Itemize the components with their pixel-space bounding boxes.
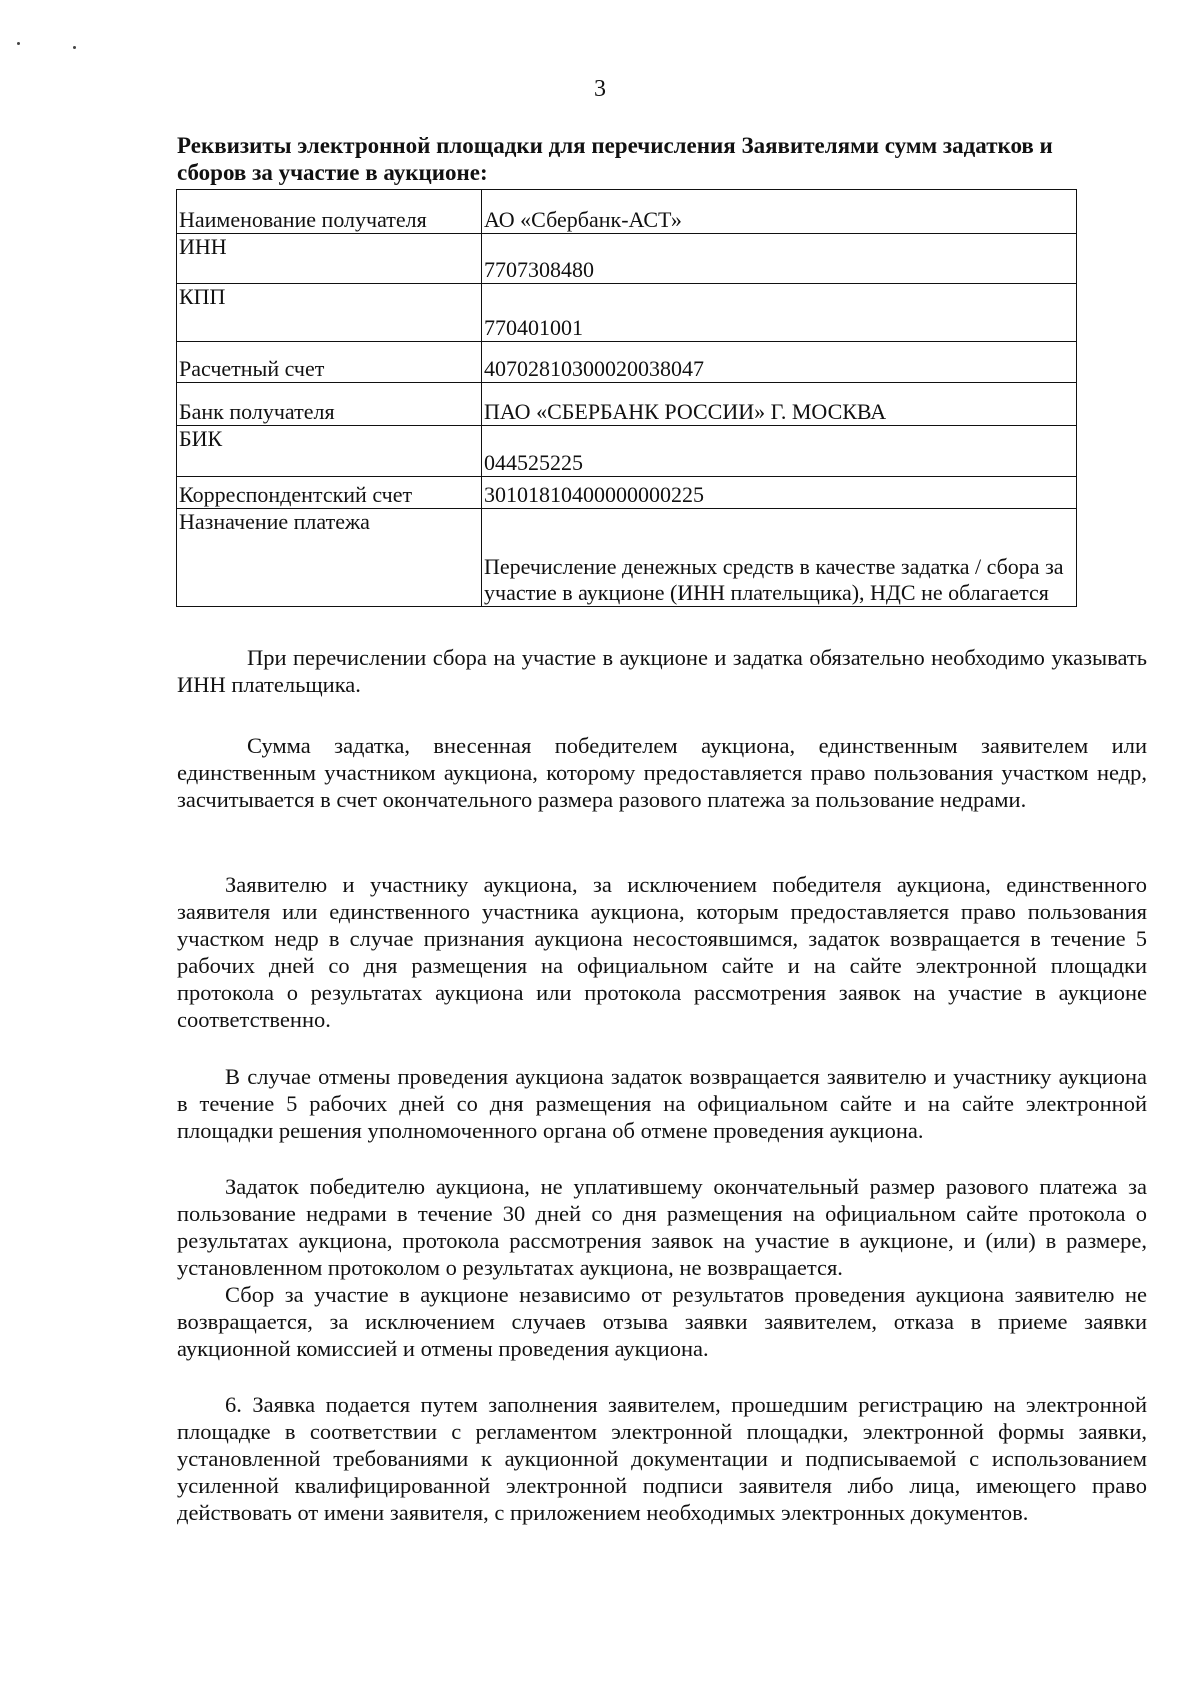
paragraph-deposit-return: Заявителю и участнику аукциона, за исключением победителя аукциона, единственного заявителя или единственного участника аукциона, которым предоставляется право пользования участком недр в случае признания аукциона несостоявшимся, задаток возвращается в течение 5 рабочих дней со дня размещения на официальном сайте и на сайте электронной площадки протокола о результатах аукциона или протокола рассмотрения заявок на участие в аукционе соответственно. bbox=[177, 872, 1147, 1032]
row-value: АО «Сбербанк-АСТ» bbox=[482, 190, 1077, 234]
table-row bbox=[177, 342, 1077, 383]
row-label: Банк получателя bbox=[177, 383, 482, 426]
table-row bbox=[177, 234, 1077, 284]
table-row bbox=[177, 477, 1077, 509]
row-label: ИНН bbox=[177, 234, 482, 284]
row-label: БИК bbox=[177, 426, 482, 477]
row-value: 770401001 bbox=[482, 284, 1077, 342]
row-value: 40702810300020038047 bbox=[482, 342, 1077, 383]
paragraph-inn-notice: При перечислении сбора на участие в аукционе и задатка обязательно необходимо указывать ИНН плательщика. bbox=[177, 645, 1147, 697]
row-value: Перечисление денежных средств в качестве задатка / сбора за участие в аукционе (ИНН плательщика), НДС не облагается bbox=[482, 509, 1077, 607]
table-row bbox=[177, 426, 1077, 477]
row-value: ПАО «СБЕРБАНК РОССИИ» Г. МОСКВА bbox=[482, 383, 1077, 426]
scan-speck bbox=[73, 46, 76, 49]
scan-speck bbox=[17, 42, 20, 45]
row-label: Корреспондентский счет bbox=[177, 477, 482, 509]
page-number: 3 bbox=[594, 76, 606, 102]
paragraph-winner-deposit: Задаток победителю аукциона, не уплатившему окончательный размер разового платежа за пользование недрами в течение 30 дней со дня размещения на официальном сайте протокола о результатах аукциона, протокола рассмотрения заявок на участие в аукционе, и (или) в размере, установленном протоколом о результатах аукциона, не возвращается. bbox=[177, 1174, 1147, 1280]
row-label: Назначение платежа bbox=[177, 509, 482, 607]
row-value: 044525225 bbox=[482, 426, 1077, 477]
table-row bbox=[177, 509, 1077, 607]
table-row bbox=[177, 383, 1077, 426]
row-label: Наименование получателя bbox=[177, 190, 482, 234]
paragraph-deposit-offset: Сумма задатка, внесенная победителем аукциона, единственным заявителем или единственным участником аукциона, которому предоставляется право пользования участком недр, засчитывается в счет окончательного размера разового платежа за пользование недрами. bbox=[177, 733, 1147, 812]
section-heading: Реквизиты электронной площадки для перечисления Заявителями сумм задатков и сборов за участие в аукционе: bbox=[177, 133, 1053, 185]
row-label: Расчетный счет bbox=[177, 342, 482, 383]
requisites-table bbox=[176, 189, 1077, 607]
table-row bbox=[177, 284, 1077, 342]
paragraph-application-submission: 6. Заявка подается путем заполнения заявителем, прошедшим регистрацию на электронной площадке в соответствии с регламентом электронной площадки, электронной формы заявки, установленной требованиями к аукционной документации и подписываемой с использованием усиленной квалифицированной электронной подписи заявителя либо лица, имеющего право действовать от имени заявителя, с приложением необходимых электронных документов. bbox=[177, 1392, 1147, 1525]
row-value: 30101810400000000225 bbox=[482, 477, 1077, 509]
row-label: КПП bbox=[177, 284, 482, 342]
table-row bbox=[177, 190, 1077, 234]
paragraph-cancellation-return: В случае отмены проведения аукциона задаток возвращается заявителю и участнику аукциона в течение 5 рабочих дней со дня размещения на официальном сайте и на сайте электронной площадки решения уполномоченного органа об отмене проведения аукциона. bbox=[177, 1064, 1147, 1143]
row-value: 7707308480 bbox=[482, 234, 1077, 284]
paragraph-fee-not-returned: Сбор за участие в аукционе независимо от результатов проведения аукциона заявителю не возвращается, за исключением случаев отзыва заявки заявителем, отказа в приеме заявки аукционной комиссией и отмены проведения аукциона. bbox=[177, 1282, 1147, 1361]
